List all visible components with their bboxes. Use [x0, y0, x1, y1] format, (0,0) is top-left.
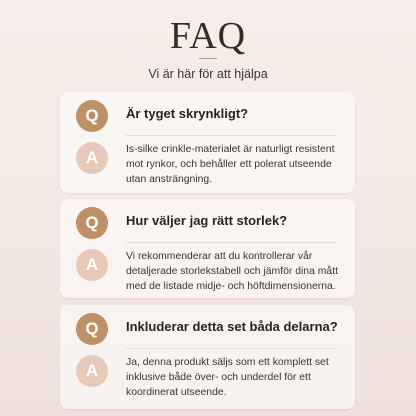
answer-badge: A [76, 142, 108, 174]
question-badge: Q [76, 207, 108, 239]
faq-item-size-choice [60, 199, 355, 298]
faq-question: Är tyget skrynkligt? [126, 106, 249, 121]
faq-answer: Vi rekommenderar att du kontrollerar vår detaljerade storlekstabell och jämför dina mått med de listade midje- och höftdimensionerna. [126, 251, 338, 292]
answer-badge: A [76, 355, 108, 387]
faq-question: Inkluderar detta set båda delarna? [126, 319, 338, 334]
title-underline [199, 58, 217, 59]
answer-badge: A [76, 249, 108, 281]
faq-divider [126, 348, 336, 349]
faq-divider [126, 242, 336, 243]
faq-divider [126, 135, 336, 136]
faq-item-set-contents [60, 305, 355, 409]
faq-answer: Is-silke crinkle-materialet är naturligt resistent mot rynkor, och behåller ett polerat utseende utan ansträngning. [126, 144, 335, 185]
page-subtitle: Vi är här för att hjälpa [148, 67, 268, 81]
faq-question: Hur väljer jag rätt storlek? [126, 213, 288, 228]
page-title: FAQ [169, 15, 247, 57]
question-badge: Q [76, 313, 108, 345]
faq-answer: Ja, denna produkt säljs som ett komplett set inklusive både över- och underdel för ett koordinerat utseende. [126, 357, 329, 398]
question-badge: Q [76, 100, 108, 132]
faq-item-fabric-wrinkles [60, 92, 355, 193]
